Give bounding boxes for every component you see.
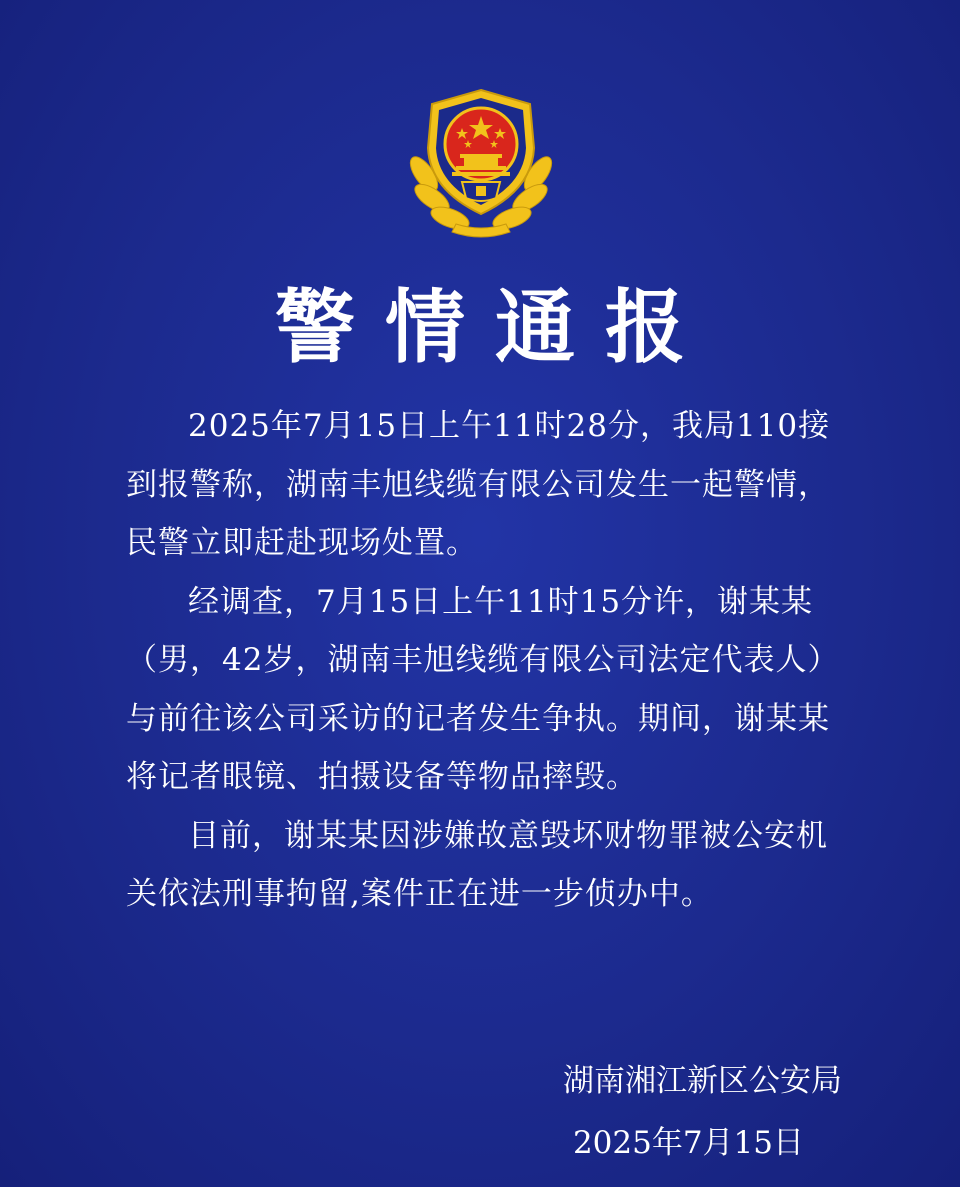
issuer-name: 湖南湘江新区公安局 (563, 1063, 842, 1099)
notice-paragraph-3: 目前，谢某某因涉嫌故意毁坏财物罪被公安机关依法刑事拘留,案件正在进一步侦办中。 (126, 817, 828, 912)
issue-date: 2025年7月15日 (572, 1125, 804, 1161)
page-title: 警情通报 (275, 281, 715, 374)
notice-body (126, 397, 838, 924)
signature-block (522, 1050, 842, 1174)
police-emblem-icon (402, 86, 560, 242)
notice-paragraph-2: 经调查，7月15日上午11时15分许，谢某某（男，42岁，湖南丰旭线缆有限公司法定代表人）与前往该公司采访的记者发生争执。期间，谢某某将记者眼镜、拍摄设备等物品摔毁。 (126, 583, 830, 795)
notice-paragraph-1: 2025年7月15日上午11时28分，我局110接到报警称，湖南丰旭线缆有限公司发生一起警情，民警立即赶赴现场处置。 (126, 408, 831, 561)
